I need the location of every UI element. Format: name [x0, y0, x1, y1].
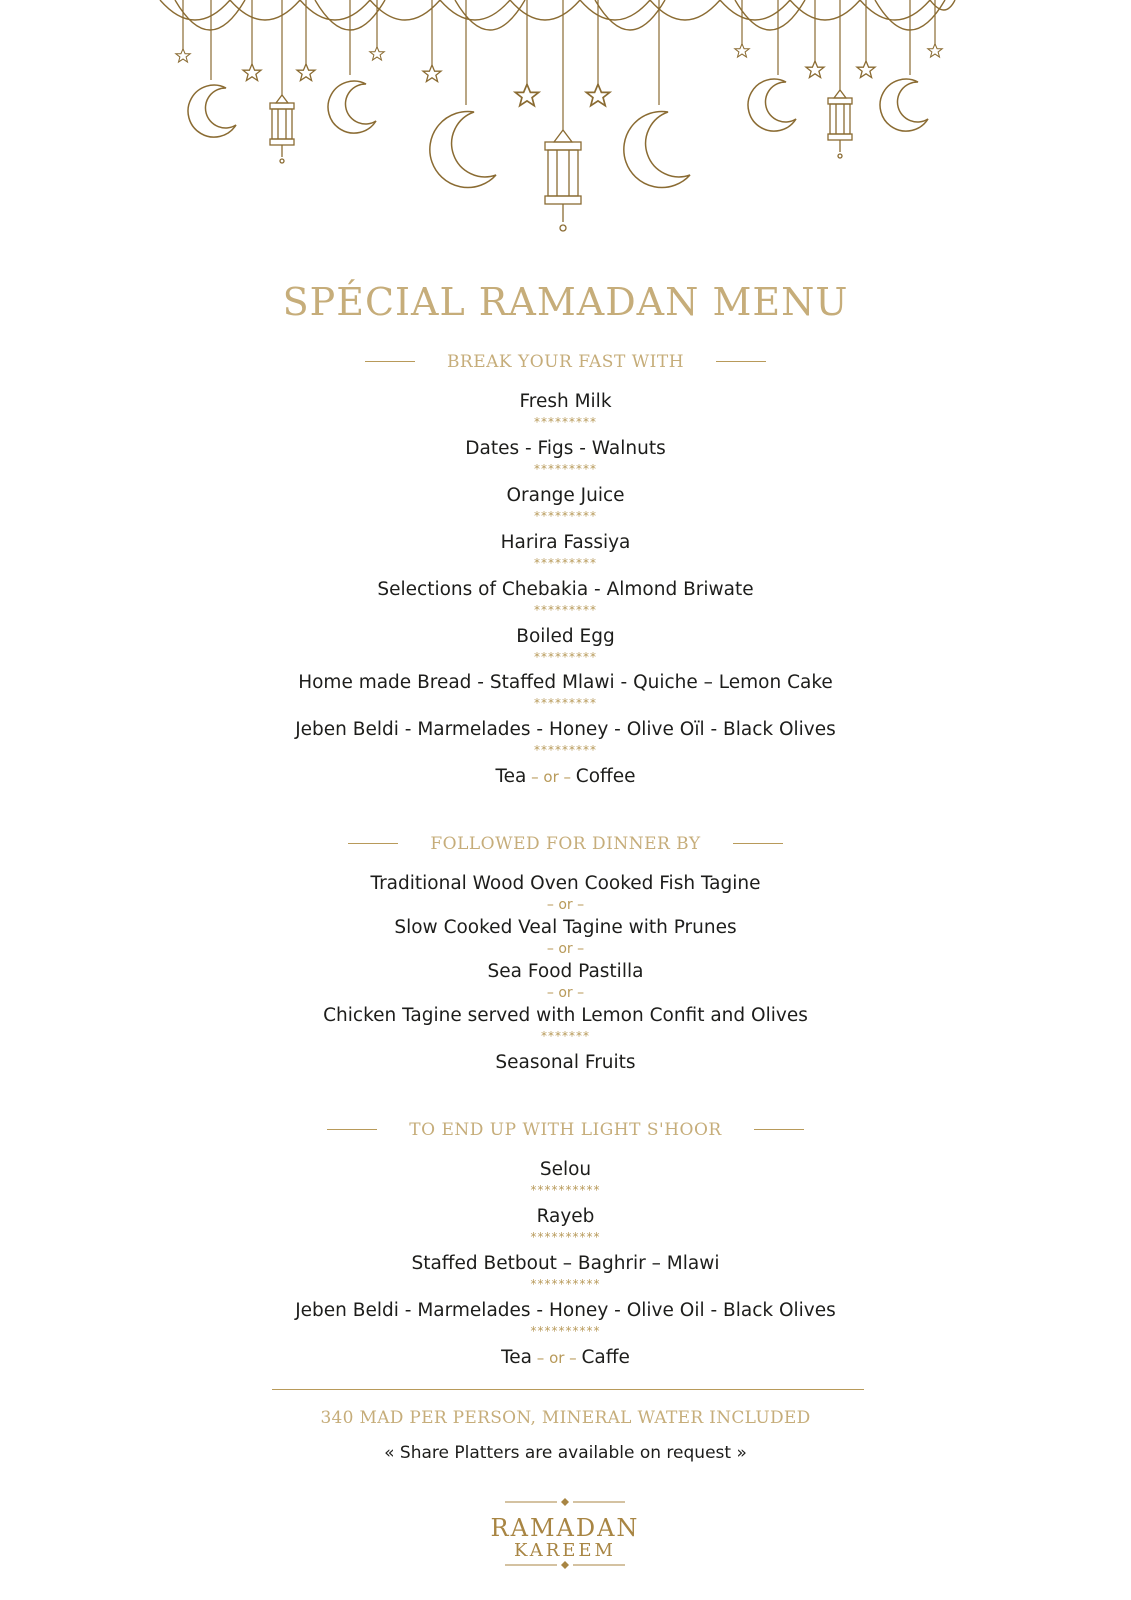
- menu-item-tea-coffee: [0, 766, 1131, 787]
- or-label: – or –: [526, 768, 576, 786]
- caffe-label: Caffe: [581, 1347, 630, 1368]
- menu-item: Fresh Milk: [519, 391, 612, 412]
- or-separator: – or –: [546, 941, 585, 957]
- section-heading-text: BREAK YOUR FAST WITH: [446, 351, 685, 372]
- menu-item: Jeben Beldi - Marmelades - Honey - Olive Oïl - Black Olives: [295, 719, 836, 740]
- item-separator: *********: [534, 462, 597, 476]
- item-separator: **********: [530, 1230, 601, 1244]
- logo-top-ornament-icon: [495, 1498, 635, 1506]
- item-separator: **********: [530, 1183, 601, 1197]
- item-separator: **********: [530, 1324, 601, 1338]
- tea-label: Tea: [501, 1347, 533, 1368]
- price-line: 340 MAD PER PERSON, MINERAL WATER INCLUDED: [320, 1408, 811, 1428]
- ramadan-kareem-logo: [465, 1498, 665, 1578]
- footer-divider: [272, 1389, 864, 1390]
- item-separator: *********: [534, 696, 597, 710]
- item-separator: *********: [534, 509, 597, 523]
- menu-item: Boiled Egg: [516, 626, 615, 647]
- section-heading-shoor: [0, 1119, 1131, 1143]
- menu-item: Jeben Beldi - Marmelades - Honey - Olive Oil - Black Olives: [295, 1300, 836, 1321]
- menu-item: Orange Juice: [506, 485, 625, 506]
- item-separator: *********: [534, 415, 597, 429]
- heading-rule-right: [733, 843, 783, 844]
- menu-item: Rayeb: [536, 1206, 595, 1227]
- menu-item: Home made Bread - Staffed Mlawi - Quiche – Lemon Cake: [298, 672, 833, 693]
- or-label: – or –: [532, 1349, 582, 1367]
- share-platters-note: « Share Platters are available on request »: [384, 1443, 747, 1463]
- coffee-label: Coffee: [575, 766, 636, 787]
- menu-item: Selections of Chebakia - Almond Briwate: [377, 579, 754, 600]
- or-separator: – or –: [546, 985, 585, 1001]
- menu-item: Dates - Figs - Walnuts: [465, 438, 666, 459]
- hanging-ornament-decoration: [0, 0, 1131, 245]
- or-separator: – or –: [546, 897, 585, 913]
- section-heading-break-fast: [0, 351, 1131, 375]
- heading-rule-left: [348, 843, 398, 844]
- tea-label: Tea: [495, 766, 527, 787]
- item-separator: *********: [534, 556, 597, 570]
- item-separator: *********: [534, 603, 597, 617]
- menu-item: Selou: [539, 1159, 592, 1180]
- menu-item: Staffed Betbout – Baghrir – Mlawi: [411, 1253, 720, 1274]
- menu-item: Slow Cooked Veal Tagine with Prunes: [394, 917, 737, 938]
- item-separator: *********: [534, 650, 597, 664]
- menu-item: Chicken Tagine served with Lemon Confit and Olives: [323, 1005, 808, 1026]
- menu-title: SPÉCIAL RAMADAN MENU: [282, 280, 849, 324]
- menu-item: Traditional Wood Oven Cooked Fish Tagine: [370, 873, 761, 894]
- menu-item-tea-caffe: [0, 1347, 1131, 1368]
- heading-rule-right: [716, 361, 766, 362]
- heading-rule-left: [365, 361, 415, 362]
- logo-line-kareem: KAREEM: [514, 1540, 616, 1561]
- logo-bottom-ornament-icon: [495, 1561, 635, 1569]
- heading-rule-left: [327, 1129, 377, 1130]
- heading-rule-right: [754, 1129, 804, 1130]
- section-heading-dinner: [0, 833, 1131, 857]
- section-heading-text: TO END UP WITH LIGHT S'HOOR: [409, 1119, 722, 1140]
- menu-item: Harira Fassiya: [500, 532, 631, 553]
- item-separator: **********: [530, 1277, 601, 1291]
- menu-item: Sea Food Pastilla: [487, 961, 644, 982]
- section-heading-text: FOLLOWED FOR DINNER BY: [430, 833, 701, 854]
- item-separator: *******: [541, 1029, 590, 1043]
- menu-item: Seasonal Fruits: [495, 1052, 636, 1073]
- item-separator: *********: [534, 743, 597, 757]
- logo-line-ramadan: RAMADAN: [490, 1514, 640, 1542]
